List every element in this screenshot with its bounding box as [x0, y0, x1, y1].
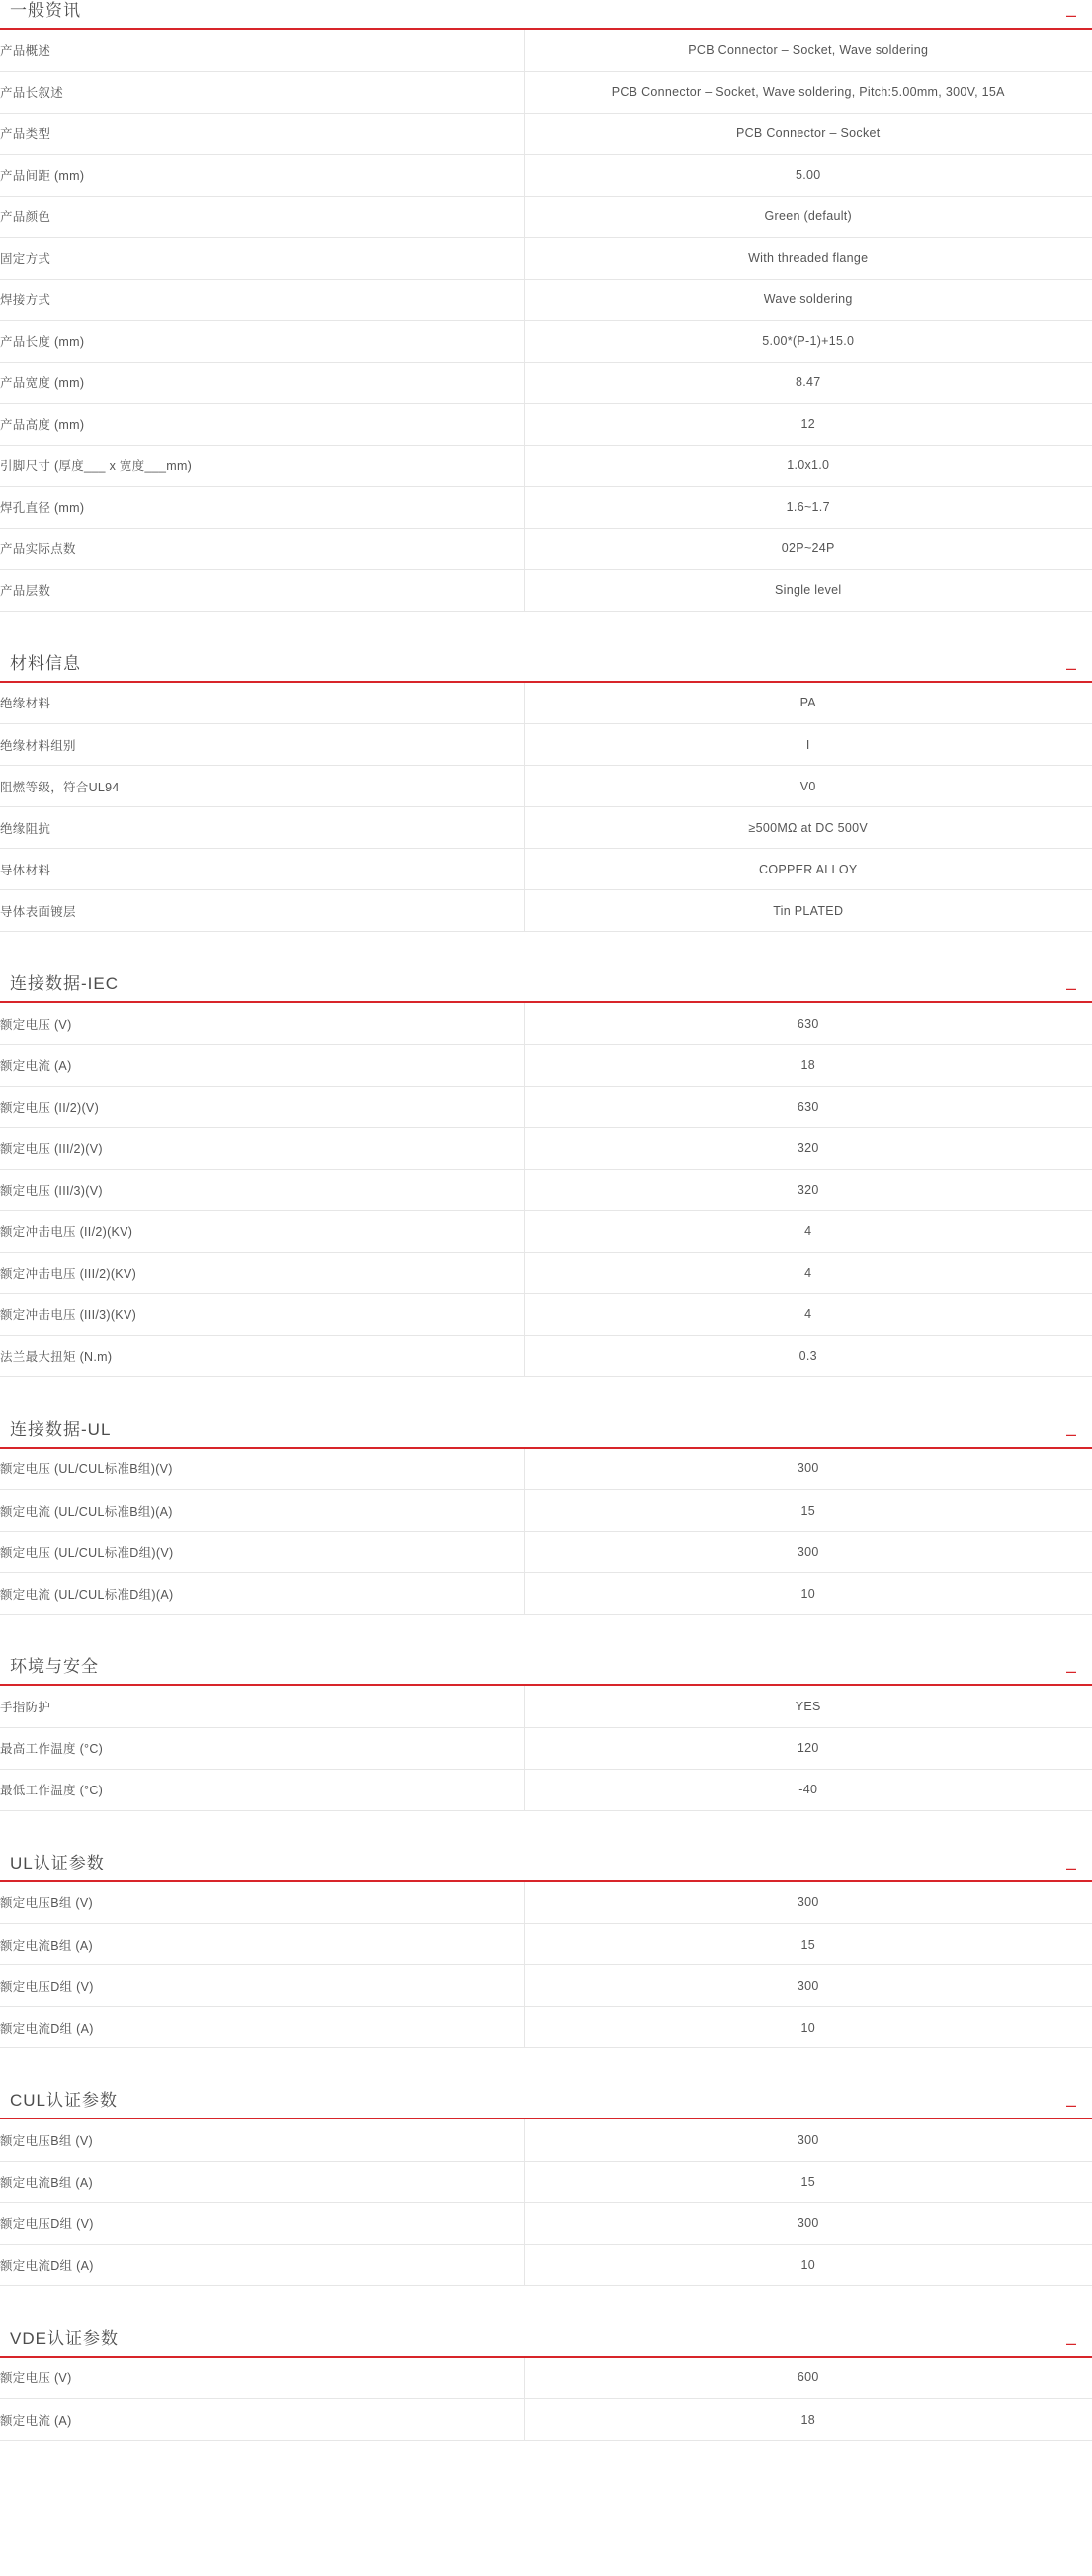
spec-value: 10: [800, 2258, 815, 2272]
spec-label: 额定电流D组 (A): [0, 2244, 524, 2285]
spec-value: 1.6~1.7: [786, 500, 830, 514]
spec-value: 12: [800, 417, 815, 431]
section-material-info: [0, 612, 1092, 933]
table-row: [0, 486, 1092, 528]
spec-label: 额定电压 (V): [0, 2358, 524, 2399]
spec-label: 额定冲击电压 (III/3)(KV): [0, 1293, 524, 1335]
spec-value: 630: [797, 1100, 819, 1114]
spec-label: 额定电压 (III/3)(V): [0, 1169, 524, 1210]
spec-value: Wave soldering: [763, 292, 853, 306]
table-row: [0, 1210, 1092, 1252]
spec-label: 产品宽度 (mm): [0, 362, 524, 403]
spec-table-general-info: [0, 30, 1092, 612]
spec-label: 导体表面镀层: [0, 890, 524, 932]
spec-value: 10: [800, 2020, 815, 2035]
table-row: [0, 237, 1092, 279]
table-row: [0, 279, 1092, 320]
table-row: [0, 1727, 1092, 1769]
section-environment-safety: [0, 1615, 1092, 1811]
spec-value: Tin PLATED: [773, 903, 844, 918]
section-header-general-info[interactable]: [0, 0, 1092, 30]
spec-label: 额定电压 (V): [0, 1003, 524, 1044]
section-connection-data-iec: [0, 932, 1092, 1377]
spec-value: 320: [797, 1141, 819, 1155]
table-row: [0, 2202, 1092, 2244]
section-spacer: [0, 2048, 1092, 2090]
collapse-minus-icon[interactable]: –: [1065, 1857, 1076, 1877]
section-title: UL认证参数: [10, 1853, 105, 1872]
spec-label: 额定电流 (A): [0, 2399, 524, 2441]
section-title: 环境与安全: [10, 1657, 99, 1676]
spec-value: V0: [799, 779, 816, 793]
spec-value: With threaded flange: [748, 251, 869, 265]
spec-value: Single level: [774, 583, 842, 597]
spec-label: 最低工作温度 (°C): [0, 1769, 524, 1810]
table-row: [0, 683, 1092, 724]
spec-table-cul-certification: [0, 2119, 1092, 2286]
spec-value: PCB Connector – Socket, Wave soldering: [688, 42, 929, 57]
spec-label: 额定电压B组 (V): [0, 1882, 524, 1924]
spec-label: 最高工作温度 (°C): [0, 1727, 524, 1769]
table-row: [0, 1769, 1092, 1810]
table-row: [0, 890, 1092, 932]
spec-value: ≥500MΩ at DC 500V: [748, 820, 869, 835]
spec-label: 绝缘材料组别: [0, 724, 524, 766]
collapse-minus-icon[interactable]: –: [1065, 2095, 1076, 2115]
table-row: [0, 807, 1092, 849]
spec-value: Green (default): [764, 209, 853, 223]
spec-label: 产品颜色: [0, 196, 524, 237]
spec-value: 300: [797, 1544, 819, 1559]
table-row: [0, 569, 1092, 611]
spec-value: 300: [797, 1978, 819, 1993]
spec-value: YES: [795, 1699, 821, 1713]
table-row: [0, 1169, 1092, 1210]
table-row: [0, 1573, 1092, 1615]
table-row: [0, 2358, 1092, 2399]
spec-label: 额定电流D组 (A): [0, 2007, 524, 2048]
spec-label: 阻燃等级，符合UL94: [0, 766, 524, 807]
spec-label: 产品概述: [0, 30, 524, 71]
spec-value: 5.00: [795, 168, 821, 182]
spec-table-material-info: [0, 683, 1092, 933]
collapse-minus-icon[interactable]: –: [1065, 2332, 1076, 2353]
table-row: [0, 2007, 1092, 2048]
spec-label: 产品间距 (mm): [0, 154, 524, 196]
spec-value: PCB Connector – Socket: [735, 126, 881, 140]
section-header-material-info[interactable]: [0, 653, 1092, 683]
spec-value: 0.3: [798, 1349, 817, 1363]
table-row: [0, 2161, 1092, 2202]
spec-value: 5.00*(P-1)+15.0: [762, 334, 855, 348]
section-vde-certification: [0, 2286, 1092, 2442]
table-row: [0, 320, 1092, 362]
spec-value: 300: [797, 1895, 819, 1910]
table-row: [0, 1335, 1092, 1376]
table-row: [0, 362, 1092, 403]
table-row: [0, 1924, 1092, 1965]
spec-value: 15: [800, 1503, 815, 1518]
table-row: [0, 1252, 1092, 1293]
table-row: [0, 1086, 1092, 1127]
section-header-connection-data-iec[interactable]: [0, 973, 1092, 1003]
table-row: [0, 528, 1092, 569]
section-spacer: [0, 612, 1092, 653]
spec-table-environment-safety: [0, 1686, 1092, 1811]
collapse-minus-icon[interactable]: –: [1065, 657, 1076, 678]
section-spacer: [0, 1377, 1092, 1419]
table-row: [0, 113, 1092, 154]
table-row: [0, 1490, 1092, 1532]
collapse-minus-icon[interactable]: –: [1065, 5, 1076, 25]
spec-label: 产品高度 (mm): [0, 403, 524, 445]
spec-label: 额定电压D组 (V): [0, 1965, 524, 2007]
section-title: 一般资讯: [10, 1, 81, 20]
spec-label: 额定电流B组 (A): [0, 2161, 524, 2202]
spec-value: 300: [797, 2216, 819, 2230]
spec-value: I: [805, 737, 810, 752]
spec-label: 额定电压B组 (V): [0, 2119, 524, 2161]
spec-table-connection-data-ul: [0, 1449, 1092, 1616]
spec-label: 焊接方式: [0, 279, 524, 320]
table-row: [0, 1686, 1092, 1727]
spec-value: 10: [800, 1586, 815, 1601]
spec-value: 8.47: [795, 375, 821, 389]
section-title: 材料信息: [10, 653, 81, 673]
table-row: [0, 766, 1092, 807]
section-header-connection-data-ul[interactable]: [0, 1419, 1092, 1449]
spec-label: 绝缘阻抗: [0, 807, 524, 849]
spec-value: 300: [797, 2132, 819, 2147]
spec-label: 额定电流 (UL/CUL标准D组)(A): [0, 1573, 524, 1615]
table-row: [0, 71, 1092, 113]
spec-label: 法兰最大扭矩 (N.m): [0, 1335, 524, 1376]
spec-value: 02P~24P: [781, 541, 835, 555]
spec-label: 产品长叙述: [0, 71, 524, 113]
spec-value: 15: [800, 2175, 815, 2189]
section-spacer: [0, 2286, 1092, 2328]
section-header-vde-certification[interactable]: [0, 2328, 1092, 2358]
table-row: [0, 1044, 1092, 1086]
spec-label: 引脚尺寸 (厚度___ x 宽度___mm): [0, 445, 524, 486]
spec-table-connection-data-iec: [0, 1003, 1092, 1377]
section-ul-certification: [0, 1811, 1092, 2049]
spec-label: 额定电流B组 (A): [0, 1924, 524, 1965]
section-title: CUL认证参数: [10, 2091, 119, 2110]
spec-label: 手指防护: [0, 1686, 524, 1727]
section-title: VDE认证参数: [10, 2328, 119, 2348]
table-row: [0, 2399, 1092, 2441]
spec-value: 4: [804, 1266, 812, 1280]
table-row: [0, 1965, 1092, 2007]
spec-value: 600: [797, 2370, 819, 2385]
spec-label: 绝缘材料: [0, 683, 524, 724]
spec-label: 焊孔直径 (mm): [0, 486, 524, 528]
spec-value: 120: [797, 1741, 819, 1755]
spec-table-vde-certification: [0, 2358, 1092, 2442]
spec-label: 额定电压 (II/2)(V): [0, 1086, 524, 1127]
section-cul-certification: [0, 2048, 1092, 2286]
spec-value: 18: [800, 1058, 815, 1072]
spec-label: 产品类型: [0, 113, 524, 154]
spec-label: 额定电压 (III/2)(V): [0, 1127, 524, 1169]
table-row: [0, 849, 1092, 890]
section-header-cul-certification[interactable]: [0, 2090, 1092, 2119]
table-row: [0, 724, 1092, 766]
section-title: 连接数据-IEC: [10, 974, 119, 993]
table-row: [0, 1532, 1092, 1573]
section-header-ul-certification[interactable]: [0, 1853, 1092, 1882]
spec-value: 15: [800, 1937, 815, 1952]
section-header-environment-safety[interactable]: [0, 1656, 1092, 1686]
spec-value: 320: [797, 1183, 819, 1197]
spec-value: 300: [797, 1461, 819, 1476]
spec-label: 产品实际点数: [0, 528, 524, 569]
spec-value: -40: [798, 1783, 818, 1796]
spec-value: 4: [804, 1307, 812, 1321]
table-row: [0, 2119, 1092, 2161]
spec-label: 额定电压 (UL/CUL标准D组)(V): [0, 1532, 524, 1573]
spec-value: PCB Connector – Socket, Wave soldering, Pitch:5.00mm, 300V, 15A: [611, 85, 1005, 99]
table-row: [0, 196, 1092, 237]
spec-label: 额定电流 (A): [0, 1044, 524, 1086]
spec-value: 18: [800, 2412, 815, 2427]
spec-value: 4: [804, 1224, 812, 1238]
collapse-minus-icon[interactable]: –: [1065, 1661, 1076, 1681]
spec-value: 630: [797, 1016, 819, 1031]
section-spacer: [0, 1811, 1092, 1853]
table-row: [0, 1882, 1092, 1924]
table-row: [0, 403, 1092, 445]
table-row: [0, 445, 1092, 486]
section-general-info: [0, 0, 1092, 612]
spec-value: 1.0x1.0: [787, 458, 830, 472]
table-row: [0, 154, 1092, 196]
table-row: [0, 1449, 1092, 1490]
spec-label: 固定方式: [0, 237, 524, 279]
spec-label: 产品长度 (mm): [0, 320, 524, 362]
table-row: [0, 1003, 1092, 1044]
spec-label: 额定电流 (UL/CUL标准B组)(A): [0, 1490, 524, 1532]
section-title: 连接数据-UL: [10, 1419, 112, 1439]
section-spacer: [0, 932, 1092, 973]
spec-label: 额定冲击电压 (III/2)(KV): [0, 1252, 524, 1293]
section-connection-data-ul: [0, 1377, 1092, 1616]
section-spacer: [0, 1615, 1092, 1656]
spec-label: 产品层数: [0, 569, 524, 611]
spec-table-ul-certification: [0, 1882, 1092, 2049]
table-row: [0, 1293, 1092, 1335]
collapse-minus-icon[interactable]: –: [1065, 978, 1076, 998]
spec-label: 额定冲击电压 (II/2)(KV): [0, 1210, 524, 1252]
spec-value: PA: [799, 696, 816, 710]
table-row: [0, 2244, 1092, 2285]
spec-label: 导体材料: [0, 849, 524, 890]
table-row: [0, 1127, 1092, 1169]
table-row: [0, 30, 1092, 71]
collapse-minus-icon[interactable]: –: [1065, 1423, 1076, 1444]
spec-value: COPPER ALLOY: [759, 862, 858, 876]
spec-label: 额定电压D组 (V): [0, 2202, 524, 2244]
spec-label: 额定电压 (UL/CUL标准B组)(V): [0, 1449, 524, 1490]
